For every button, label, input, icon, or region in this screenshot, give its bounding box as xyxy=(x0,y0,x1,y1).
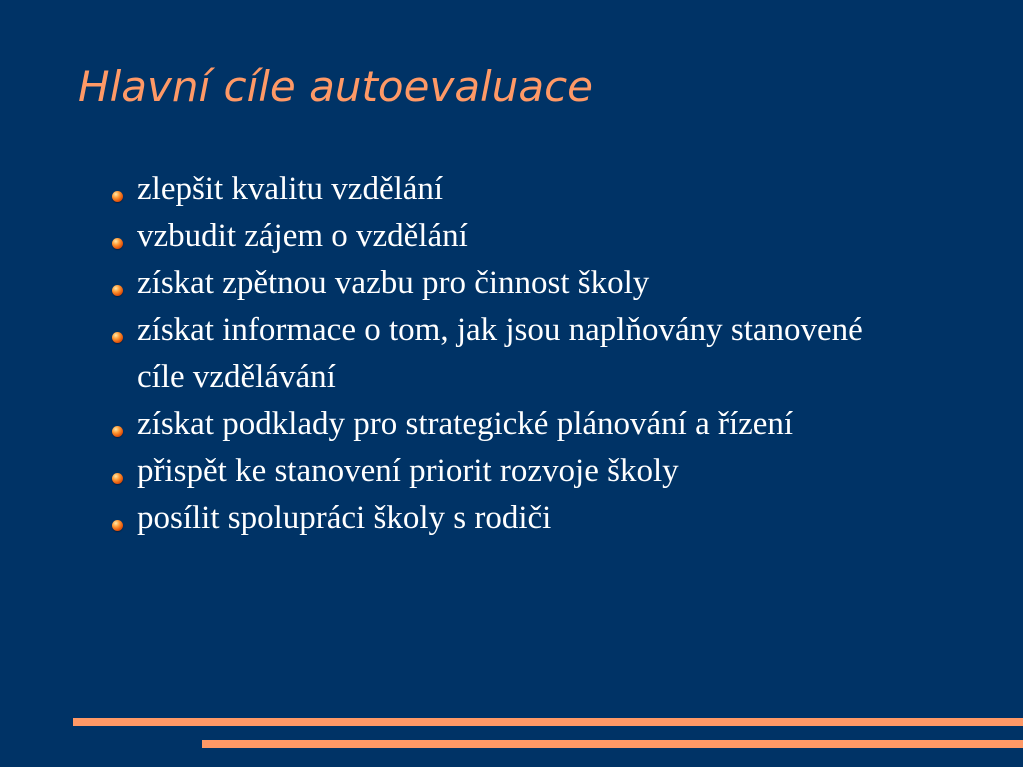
list-item xyxy=(112,401,902,448)
orange-bullet-icon xyxy=(112,426,123,437)
list-item xyxy=(112,166,902,213)
orange-bullet-icon xyxy=(112,238,123,249)
list-item xyxy=(112,307,902,401)
decorative-line-upper xyxy=(73,718,1023,726)
bullet-text: posílit spolupráci školy s rodiči xyxy=(137,500,552,536)
orange-bullet-icon xyxy=(112,520,123,531)
bullet-text: získat zpětnou vazbu pro činnost školy xyxy=(137,265,650,301)
bullet-text: získat podklady pro strategické plánování a řízení xyxy=(137,406,794,442)
decorative-line-lower xyxy=(202,740,1023,748)
list-item xyxy=(112,260,902,307)
orange-bullet-icon xyxy=(112,332,123,343)
orange-bullet-icon xyxy=(112,473,123,484)
bullet-text: přispět ke stanovení priorit rozvoje školy xyxy=(137,453,679,489)
bullet-text: vzbudit zájem o vzdělání xyxy=(137,218,468,254)
list-item xyxy=(112,213,902,260)
list-item xyxy=(112,495,902,542)
bullet-list xyxy=(112,166,902,542)
list-item xyxy=(112,448,902,495)
orange-bullet-icon xyxy=(112,285,123,296)
orange-bullet-icon xyxy=(112,191,123,202)
slide-title: Hlavní cíle autoevaluace xyxy=(78,62,594,111)
bullet-text: zlepšit kvalitu vzdělání xyxy=(137,171,444,207)
bullet-text: získat informace o tom, jak jsou naplňovány stanovené cíle vzdělávání xyxy=(137,312,863,395)
